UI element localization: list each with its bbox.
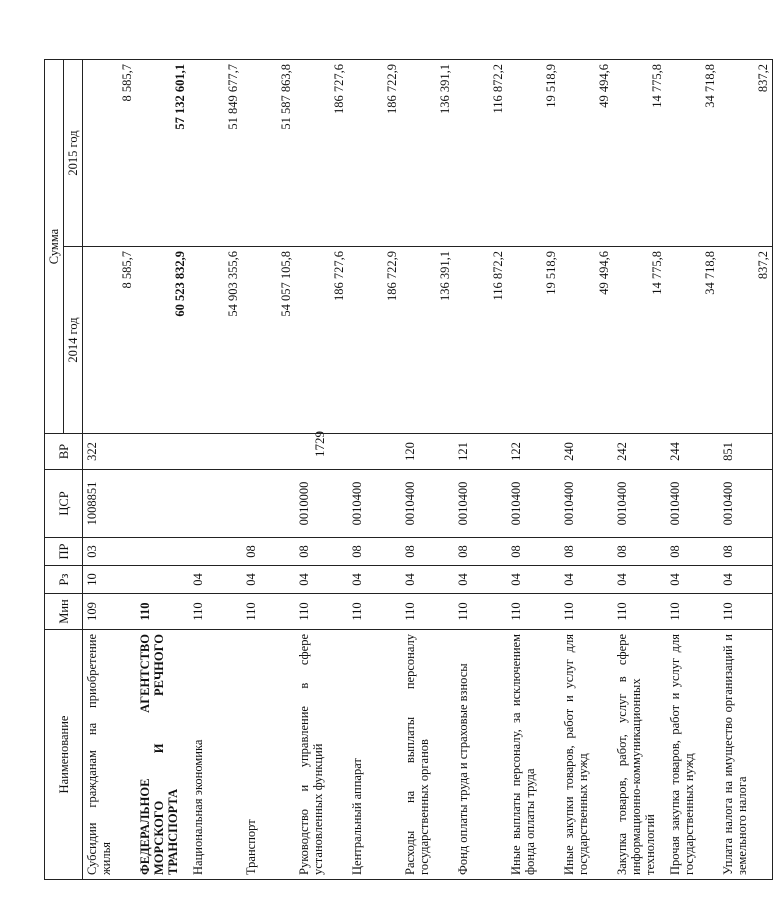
cell-rz: 04 xyxy=(613,566,666,594)
cell-csr: 0010400 xyxy=(348,470,401,538)
cell-rz: 04 xyxy=(560,566,613,594)
cell-csr: 0010400 xyxy=(560,470,613,538)
cell-min: 110 xyxy=(719,594,773,630)
cell-sum-2015: 51 587 863,8 xyxy=(242,60,295,247)
cell-vr: 851 xyxy=(719,434,773,470)
cell-pr xyxy=(189,538,242,566)
cell-min: 110 xyxy=(560,594,613,630)
cell-rz: 10 xyxy=(83,566,137,594)
table-row xyxy=(666,60,719,880)
table-row xyxy=(136,60,189,880)
table-row xyxy=(613,60,666,880)
cell-pr: 08 xyxy=(507,538,560,566)
cell-sum-2015: 19 518,9 xyxy=(507,60,560,247)
cell-sum-2015: 116 872,2 xyxy=(454,60,507,247)
cell-rz: 04 xyxy=(454,566,507,594)
cell-min: 110 xyxy=(507,594,560,630)
cell-vr xyxy=(242,434,295,470)
cell-sum-2014: 54 057 105,8 xyxy=(242,247,295,434)
budget-table xyxy=(44,59,773,880)
cell-sum-2015: 57 132 601,1 xyxy=(136,60,189,247)
cell-sum-2015: 186 722,9 xyxy=(348,60,401,247)
cell-sum-2014: 60 523 832,9 xyxy=(136,247,189,434)
header-vr: ВР xyxy=(45,434,83,470)
header-pr: ПР xyxy=(45,538,83,566)
cell-rz: 04 xyxy=(295,566,348,594)
cell-csr: 0010000 xyxy=(295,470,348,538)
cell-rz: 04 xyxy=(719,566,773,594)
cell-min: 110 xyxy=(666,594,719,630)
table-body xyxy=(83,60,773,880)
table-header xyxy=(45,60,83,880)
cell-name: Центральный аппарат xyxy=(348,630,401,880)
cell-name: Закупка товаров, работ, услуг в сфере информационно-коммуникационных технологий xyxy=(613,630,666,880)
cell-pr xyxy=(136,538,189,566)
cell-name: Иные выплаты персоналу, за исключением фонда оплаты труда xyxy=(507,630,560,880)
cell-rz: 04 xyxy=(401,566,454,594)
header-name: Наименование xyxy=(45,630,83,880)
cell-sum-2015: 837,2 xyxy=(719,60,773,247)
cell-pr: 08 xyxy=(454,538,507,566)
cell-vr xyxy=(295,434,348,470)
cell-rz: 04 xyxy=(666,566,719,594)
cell-pr: 08 xyxy=(613,538,666,566)
cell-sum-2015: 8 585,7 xyxy=(83,60,137,247)
cell-vr: 240 xyxy=(560,434,613,470)
cell-rz xyxy=(136,566,189,594)
cell-vr: 244 xyxy=(666,434,719,470)
cell-sum-2015: 51 849 677,7 xyxy=(189,60,242,247)
cell-csr xyxy=(242,470,295,538)
table-row xyxy=(454,60,507,880)
cell-min: 110 xyxy=(189,594,242,630)
header-2015: 2015 год xyxy=(64,60,83,247)
table-row xyxy=(189,60,242,880)
table-row xyxy=(719,60,773,880)
cell-csr: 1008851 xyxy=(83,470,137,538)
cell-pr: 08 xyxy=(242,538,295,566)
cell-csr: 0010400 xyxy=(666,470,719,538)
cell-vr: 121 xyxy=(454,434,507,470)
header-rz: Рз xyxy=(45,566,83,594)
cell-vr: 122 xyxy=(507,434,560,470)
cell-csr: 0010400 xyxy=(613,470,666,538)
cell-name: Уплата налога на имущество организаций и земельного налога xyxy=(719,630,773,880)
cell-csr xyxy=(136,470,189,538)
cell-pr: 08 xyxy=(719,538,773,566)
cell-pr: 08 xyxy=(666,538,719,566)
cell-csr xyxy=(189,470,242,538)
cell-name: Субсидии гражданам на приобретение жилья xyxy=(83,630,137,880)
cell-sum-2014: 186 727,6 xyxy=(295,247,348,434)
cell-vr: 322 xyxy=(83,434,137,470)
page-number: 1729 xyxy=(312,431,327,457)
cell-rz: 04 xyxy=(242,566,295,594)
cell-rz: 04 xyxy=(507,566,560,594)
cell-name: Фонд оплаты труда и страховые взносы xyxy=(454,630,507,880)
header-csr: ЦСР xyxy=(45,470,83,538)
cell-sum-2014: 186 722,9 xyxy=(348,247,401,434)
cell-csr: 0010400 xyxy=(454,470,507,538)
cell-sum-2015: 49 494,6 xyxy=(560,60,613,247)
cell-sum-2014: 14 775,8 xyxy=(613,247,666,434)
cell-min: 110 xyxy=(348,594,401,630)
table-row xyxy=(401,60,454,880)
cell-name: Национальная экономика xyxy=(189,630,242,880)
cell-name: Транспорт xyxy=(242,630,295,880)
table-row xyxy=(507,60,560,880)
rotated-page-content xyxy=(20,60,770,880)
cell-csr: 0010400 xyxy=(719,470,773,538)
cell-csr: 0010400 xyxy=(401,470,454,538)
cell-vr xyxy=(189,434,242,470)
cell-sum-2014: 116 872,2 xyxy=(454,247,507,434)
cell-rz: 04 xyxy=(348,566,401,594)
cell-name: ФЕДЕРАЛЬНОЕ АГЕНТСТВО МОРСКОГО И РЕЧНОГО ТРАНСПОРТА xyxy=(136,630,189,880)
cell-min: 110 xyxy=(136,594,189,630)
table-row xyxy=(560,60,613,880)
cell-sum-2015: 34 718,8 xyxy=(666,60,719,247)
cell-vr xyxy=(136,434,189,470)
cell-min: 110 xyxy=(242,594,295,630)
cell-name: Иные закупки товаров, работ и услуг для государственных нужд xyxy=(560,630,613,880)
cell-pr: 03 xyxy=(83,538,137,566)
cell-name: Руководство и управление в сфере установленных функций xyxy=(295,630,348,880)
cell-pr: 08 xyxy=(560,538,613,566)
cell-min: 109 xyxy=(83,594,137,630)
cell-vr: 242 xyxy=(613,434,666,470)
cell-sum-2015: 136 391,1 xyxy=(401,60,454,247)
cell-pr: 08 xyxy=(401,538,454,566)
cell-min: 110 xyxy=(401,594,454,630)
cell-sum-2014: 136 391,1 xyxy=(401,247,454,434)
table-row xyxy=(348,60,401,880)
cell-name: Прочая закупка товаров, работ и услуг для государственных нужд xyxy=(666,630,719,880)
cell-sum-2015: 14 775,8 xyxy=(613,60,666,247)
header-min: Мин xyxy=(45,594,83,630)
cell-vr xyxy=(348,434,401,470)
cell-min: 110 xyxy=(295,594,348,630)
cell-min: 110 xyxy=(613,594,666,630)
cell-min: 110 xyxy=(454,594,507,630)
cell-pr: 08 xyxy=(348,538,401,566)
cell-sum-2014: 8 585,7 xyxy=(83,247,137,434)
header-2014: 2014 год xyxy=(64,247,83,434)
cell-name: Расходы на выплаты персоналу государственных органов xyxy=(401,630,454,880)
cell-sum-2014: 837,2 xyxy=(719,247,773,434)
cell-sum-2015: 186 727,6 xyxy=(295,60,348,247)
cell-vr: 120 xyxy=(401,434,454,470)
cell-rz: 04 xyxy=(189,566,242,594)
table-row xyxy=(242,60,295,880)
table-row xyxy=(83,60,137,880)
header-sum: Сумма xyxy=(45,60,64,434)
cell-pr: 08 xyxy=(295,538,348,566)
cell-sum-2014: 49 494,6 xyxy=(560,247,613,434)
table-row xyxy=(295,60,348,880)
cell-sum-2014: 19 518,9 xyxy=(507,247,560,434)
cell-sum-2014: 54 903 355,6 xyxy=(189,247,242,434)
cell-csr: 0010400 xyxy=(507,470,560,538)
cell-sum-2014: 34 718,8 xyxy=(666,247,719,434)
